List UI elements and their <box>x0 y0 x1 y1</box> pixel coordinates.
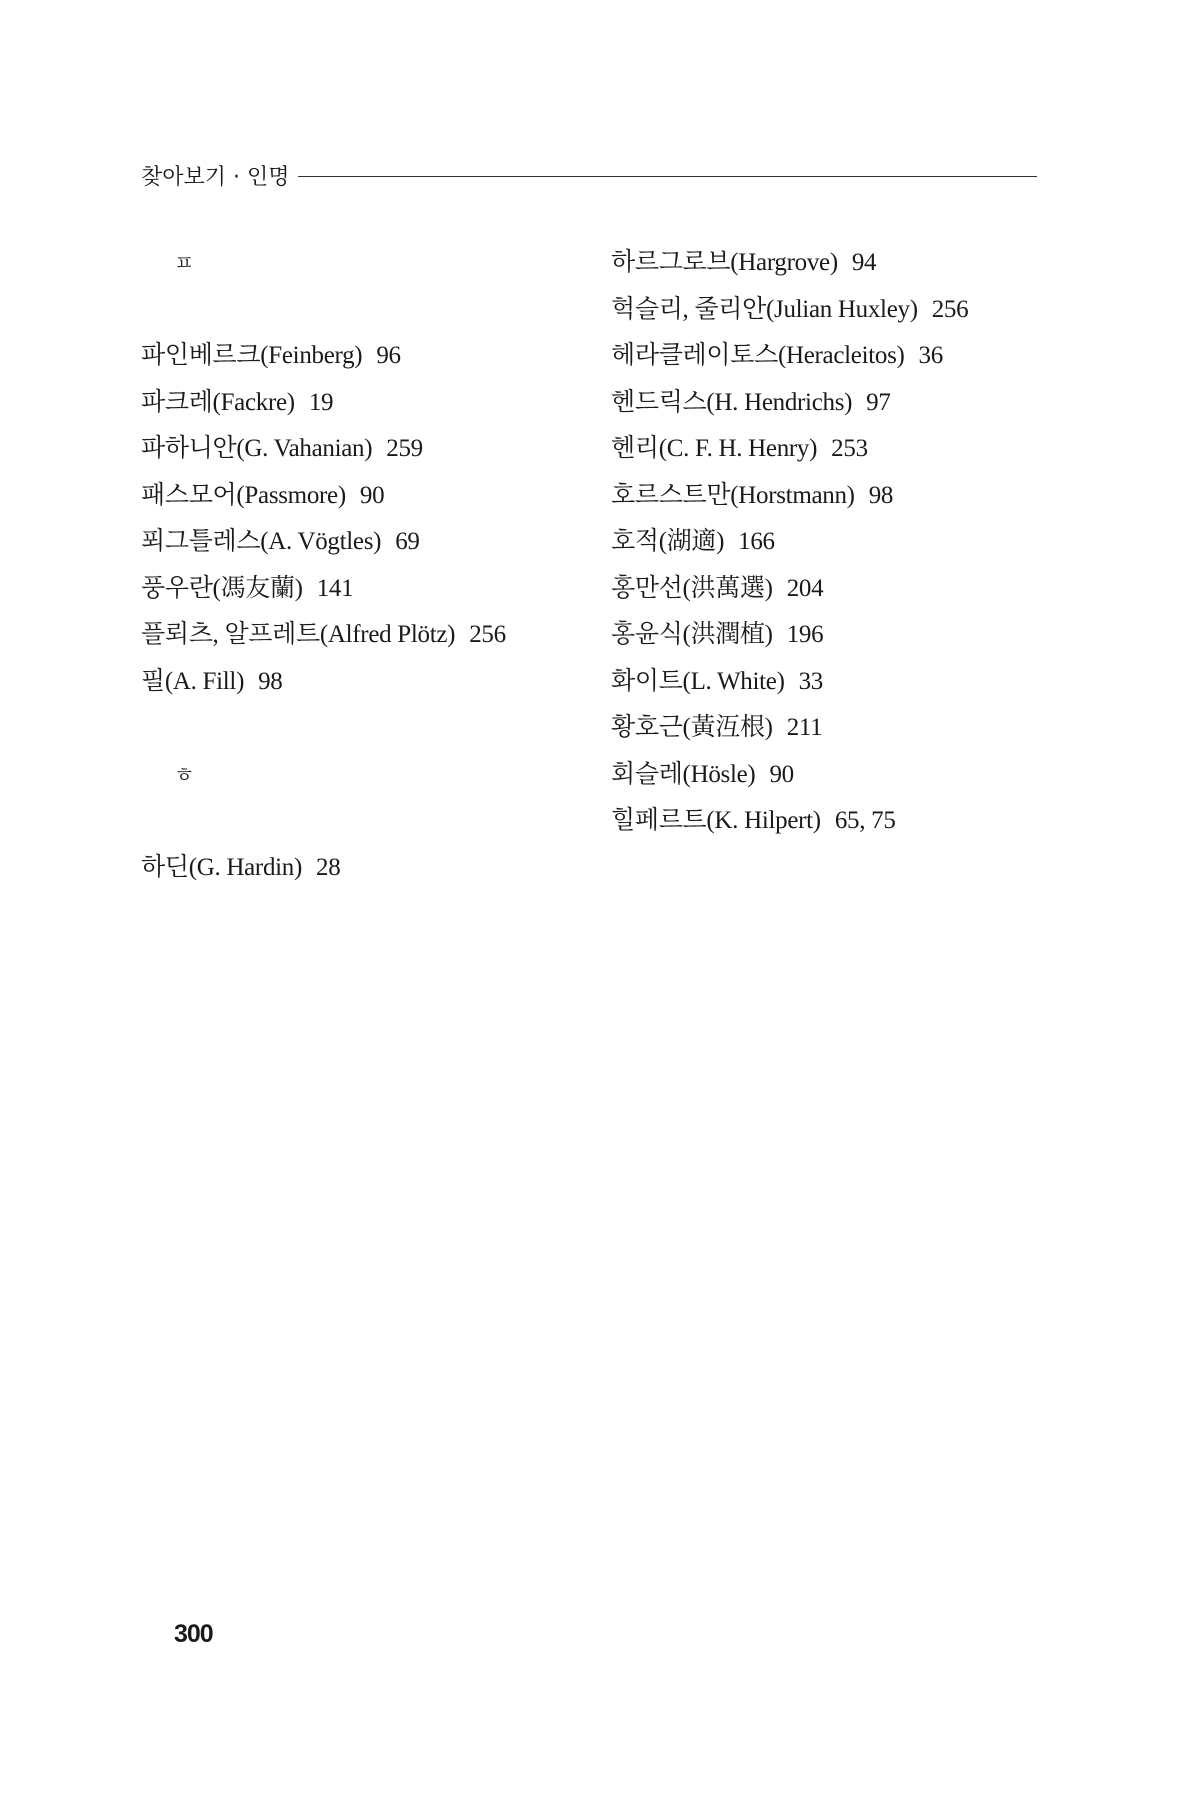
index-entry <box>611 798 1081 845</box>
section-heading-pieup: ㅍ <box>174 251 195 275</box>
entry-pages: 211 <box>786 714 823 741</box>
entry-name: 황호근(黃沍根) <box>611 714 773 741</box>
entry-pages: 36 <box>918 342 943 369</box>
entry-pages: 141 <box>316 574 354 602</box>
entry-pages: 256 <box>931 295 969 323</box>
entry-name: 하딘(G. Hardin) <box>141 853 303 881</box>
index-entry <box>611 752 1081 799</box>
entry-pages: 28 <box>316 853 341 881</box>
entry-name: 헤라클레이토스(Heracleitos) <box>611 342 905 369</box>
entry-pages: 253 <box>831 435 868 462</box>
index-entry <box>141 519 561 566</box>
entry-pages: 259 <box>386 435 423 462</box>
index-entry <box>141 473 561 520</box>
entry-pages: 96 <box>376 342 401 369</box>
entry-name: 푀그틀레스(A. Vögtles) <box>141 528 382 555</box>
index-entry <box>611 426 1081 473</box>
entry-pages: 94 <box>851 249 877 276</box>
index-entry <box>611 240 1081 287</box>
entry-name: 풍우란(馮友蘭) <box>141 574 303 602</box>
index-entry <box>141 659 561 706</box>
entry-name: 회슬레(Hösle) <box>611 760 756 788</box>
index-entry <box>141 426 561 473</box>
entry-name: 호적(湖適) <box>611 528 725 555</box>
entry-name: 하르그로브(Hargrove) <box>611 249 838 276</box>
index-column-left <box>141 240 561 891</box>
index-entry <box>611 473 1081 520</box>
index-entry <box>141 333 561 380</box>
entry-name: 파크레(Fackre) <box>141 388 295 416</box>
entry-name: 헨드릭스(H. Hendrichs) <box>611 388 853 416</box>
page-number: 300 <box>174 1620 213 1648</box>
index-entry <box>611 519 1081 566</box>
index-entry <box>611 287 1081 334</box>
index-entry <box>611 333 1081 380</box>
entry-name: 호르스트만(Horstmann) <box>611 481 855 509</box>
index-entry <box>141 612 561 659</box>
section-spacer <box>141 287 561 334</box>
index-entry <box>611 705 1081 752</box>
running-head-title: 찾아보기 · 인명 <box>141 165 290 190</box>
entry-name: 화이트(L. White) <box>611 667 785 695</box>
entry-name: 패스모어(Passmore) <box>141 481 346 509</box>
entry-name: 헨리(C. F. H. Henry) <box>611 435 818 462</box>
entry-name: 헉슬리, 줄리안(Julian Huxley) <box>611 295 918 323</box>
entry-pages: 33 <box>798 667 824 695</box>
index-entry <box>141 566 561 613</box>
entry-name: 홍윤식(洪潤植) <box>611 621 773 648</box>
entry-pages: 90 <box>769 760 794 788</box>
index-entry <box>611 659 1081 706</box>
index-entry <box>141 845 561 892</box>
entry-pages: 69 <box>395 528 420 555</box>
entry-pages: 98 <box>258 667 283 695</box>
entry-pages: 90 <box>359 481 385 509</box>
entry-pages: 196 <box>786 621 824 648</box>
entry-pages: 19 <box>308 388 334 416</box>
index-column-right <box>611 240 1081 845</box>
section-spacer <box>141 798 561 845</box>
entry-name: 파인베르크(Feinberg) <box>141 342 363 369</box>
entry-name: 플뢰츠, 알프레트(Alfred Plötz) <box>141 621 456 648</box>
running-head <box>141 160 1037 191</box>
entry-pages: 204 <box>786 574 824 602</box>
entry-name: 홍만선(洪萬選) <box>611 574 773 602</box>
entry-pages: 98 <box>868 481 894 509</box>
entry-pages: 65, 75 <box>834 807 896 834</box>
entry-pages: 166 <box>738 528 775 555</box>
entry-pages: 256 <box>469 621 506 648</box>
section-heading-hieut: ㅎ <box>174 762 195 787</box>
index-entry <box>611 380 1081 427</box>
entry-name: 파하니안(G. Vahanian) <box>141 435 373 462</box>
entry-name: 힐페르트(K. Hilpert) <box>611 807 821 834</box>
entry-name: 필(A. Fill) <box>141 667 245 695</box>
index-entry <box>611 566 1081 613</box>
entry-pages: 97 <box>866 388 891 416</box>
index-entry <box>611 612 1081 659</box>
running-head-rule <box>298 176 1038 177</box>
section-spacer <box>141 705 561 752</box>
index-entry <box>141 380 561 427</box>
